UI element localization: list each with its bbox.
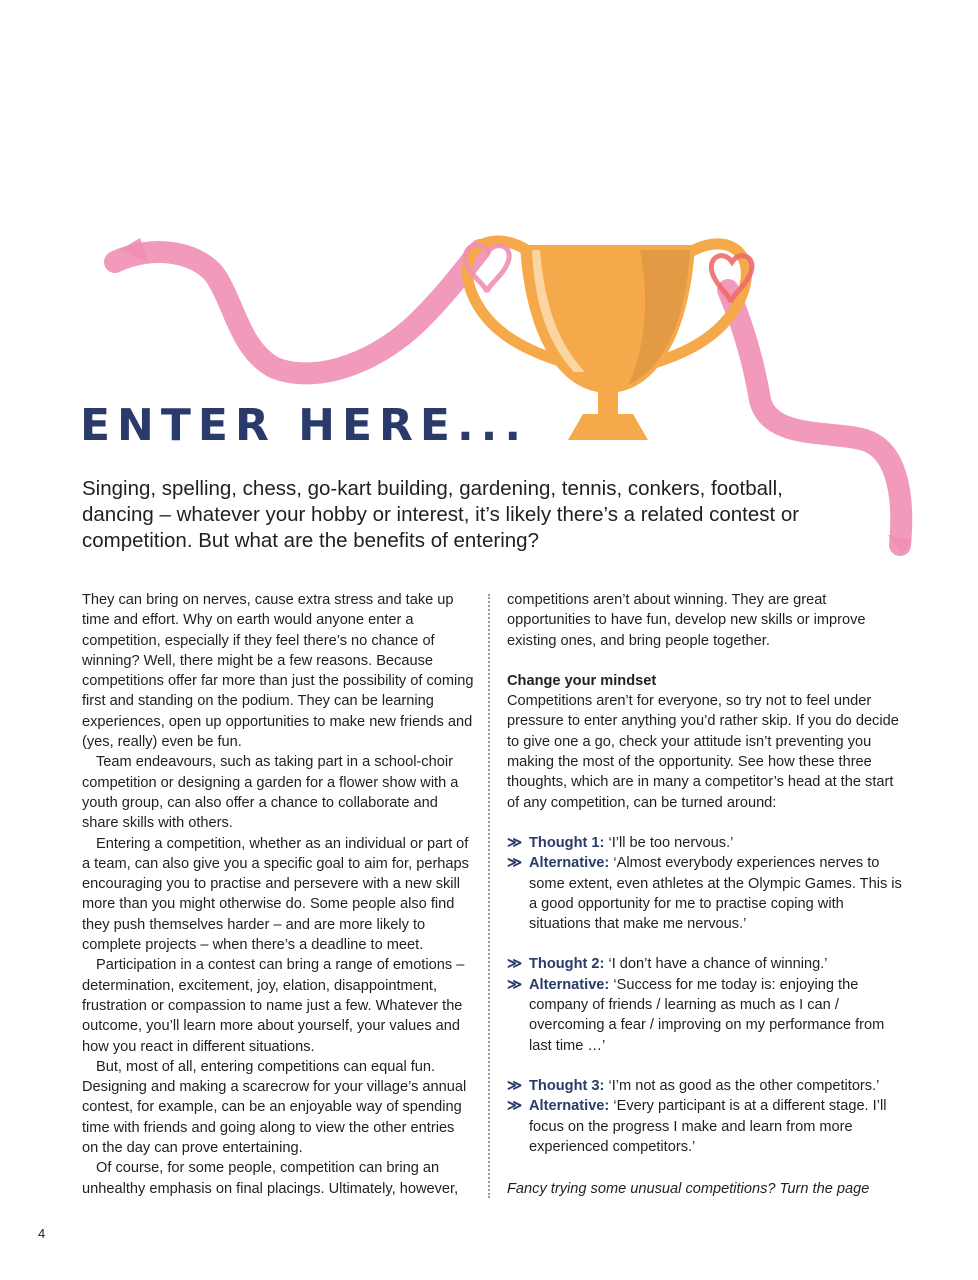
chevron-bullet-icon: ≫ [507,976,523,993]
alternative-label: Alternative: [529,976,610,993]
thought-list [507,954,907,1055]
body-paragraph: Entering a competition, whether as an individual or part of a team, can also give you a specific goal to aim for, perhaps encouraging you to practise and persevere with a new skill more than you might otherwise do. Some people also find they push themselves harder – and are more likely to complete projects – when there’s a deadline to meet. [82,835,469,954]
thought-list [507,1076,907,1157]
thought-item [507,833,907,853]
body-paragraph: They can bring on nerves, cause extra stress and take up time and effort. Why on earth would anyone enter a competition, especially if they feel there’s no chance of winning? Well, there might be a few reasons. Because competitions offer far more than just the possibility of coming first and standing on the podium. They can be learning experiences, open up opportunities to make new friends and (yes, really) even be fun. [82,592,474,751]
body-paragraph: Of course, for some people, competition can bring an unhealthy emphasis on final placings. Ultimately, however, [82,1160,459,1197]
chevron-bullet-icon: ≫ [507,1098,523,1115]
section-subhead: Change your mindset [507,672,657,689]
alternative-item [507,853,907,934]
next-page-teaser: Fancy trying some unusual competitions? Turn the page [507,1181,870,1198]
alternative-text: ‘Every participant is at a different stage. I’ll focus on the progress I make and learn from more experienced competitors.’ [529,1098,887,1155]
column-divider [488,594,490,1198]
thought-item [507,1076,907,1096]
chevron-bullet-icon: ≫ [507,1077,523,1094]
thought-label: Thought 1: [529,834,605,851]
alternative-text: ‘Success for me today is: enjoying the company of friends / learning as much as I can / overcoming a fear / improving on my performance from last time …’ [529,976,885,1054]
chevron-bullet-icon: ≫ [507,956,523,973]
body-paragraph: Team endeavours, such as taking part in a school-choir competition or designing a garden for a flower show with a youth group, can also offer a chance to collaborate and share skills with others. [82,754,459,832]
right-column [507,590,907,1199]
thought-text: ‘I don’t have a chance of winning.’ [608,956,828,973]
alternative-item [507,975,907,1056]
thought-label: Thought 2: [529,956,605,973]
thought-text: ‘I’ll be too nervous.’ [608,834,734,851]
body-paragraph: Competitions aren’t for everyone, so try not to feel under pressure to enter anything you’d rather skip. If you do decide to give one a go, check your attitude isn’t preventing you making the most of the opportunity. See how these three thoughts, which are in many a competitor’s head at the start of any competition, can be turned around: [507,693,899,811]
alternative-text: ‘Almost everybody experiences nerves to some extent, even athletes at the Olympic Games. This is a good opportunity for me to practise coping with situations that make me nervous.’ [529,855,902,933]
intro-paragraph: Singing, spelling, chess, go-kart building, gardening, tennis, conkers, football, dancing – whatever your hobby or interest, it’s likely there’s a related contest or competition. But what are the benefits of entering? [82,477,800,552]
alternative-label: Alternative: [529,855,610,872]
thought-item [507,954,907,974]
thought-label: Thought 3: [529,1077,605,1094]
body-paragraph: competitions aren’t about winning. They are great opportunities to have fun, develop new skills or improve existing ones, and bring people together. [507,592,866,649]
chevron-bullet-icon: ≫ [507,834,523,851]
page-headline: ENTER HERE... [80,400,529,451]
chevron-bullet-icon: ≫ [507,855,523,872]
left-column [82,590,474,1199]
alternative-label: Alternative: [529,1098,610,1115]
page-number: 4 [38,1226,46,1241]
body-paragraph: But, most of all, entering competitions can equal fun. Designing and making a scarecrow for your village’s annual contest, for example, can be an enjoyable way of spending time with friends and going along to view the other entries on the day can prove entertaining. [82,1058,467,1157]
thought-text: ‘I’m not as good as the other competitors.’ [608,1077,880,1094]
alternative-item [507,1096,907,1157]
body-paragraph: Participation in a contest can bring a range of emotions – determination, excitement, joy, elation, disappointment, frustration or compassion to name just a few. Whatever the outcome, you’ll learn more about yourself, your values and how you react in different situations. [82,957,465,1055]
thought-list [507,833,907,934]
